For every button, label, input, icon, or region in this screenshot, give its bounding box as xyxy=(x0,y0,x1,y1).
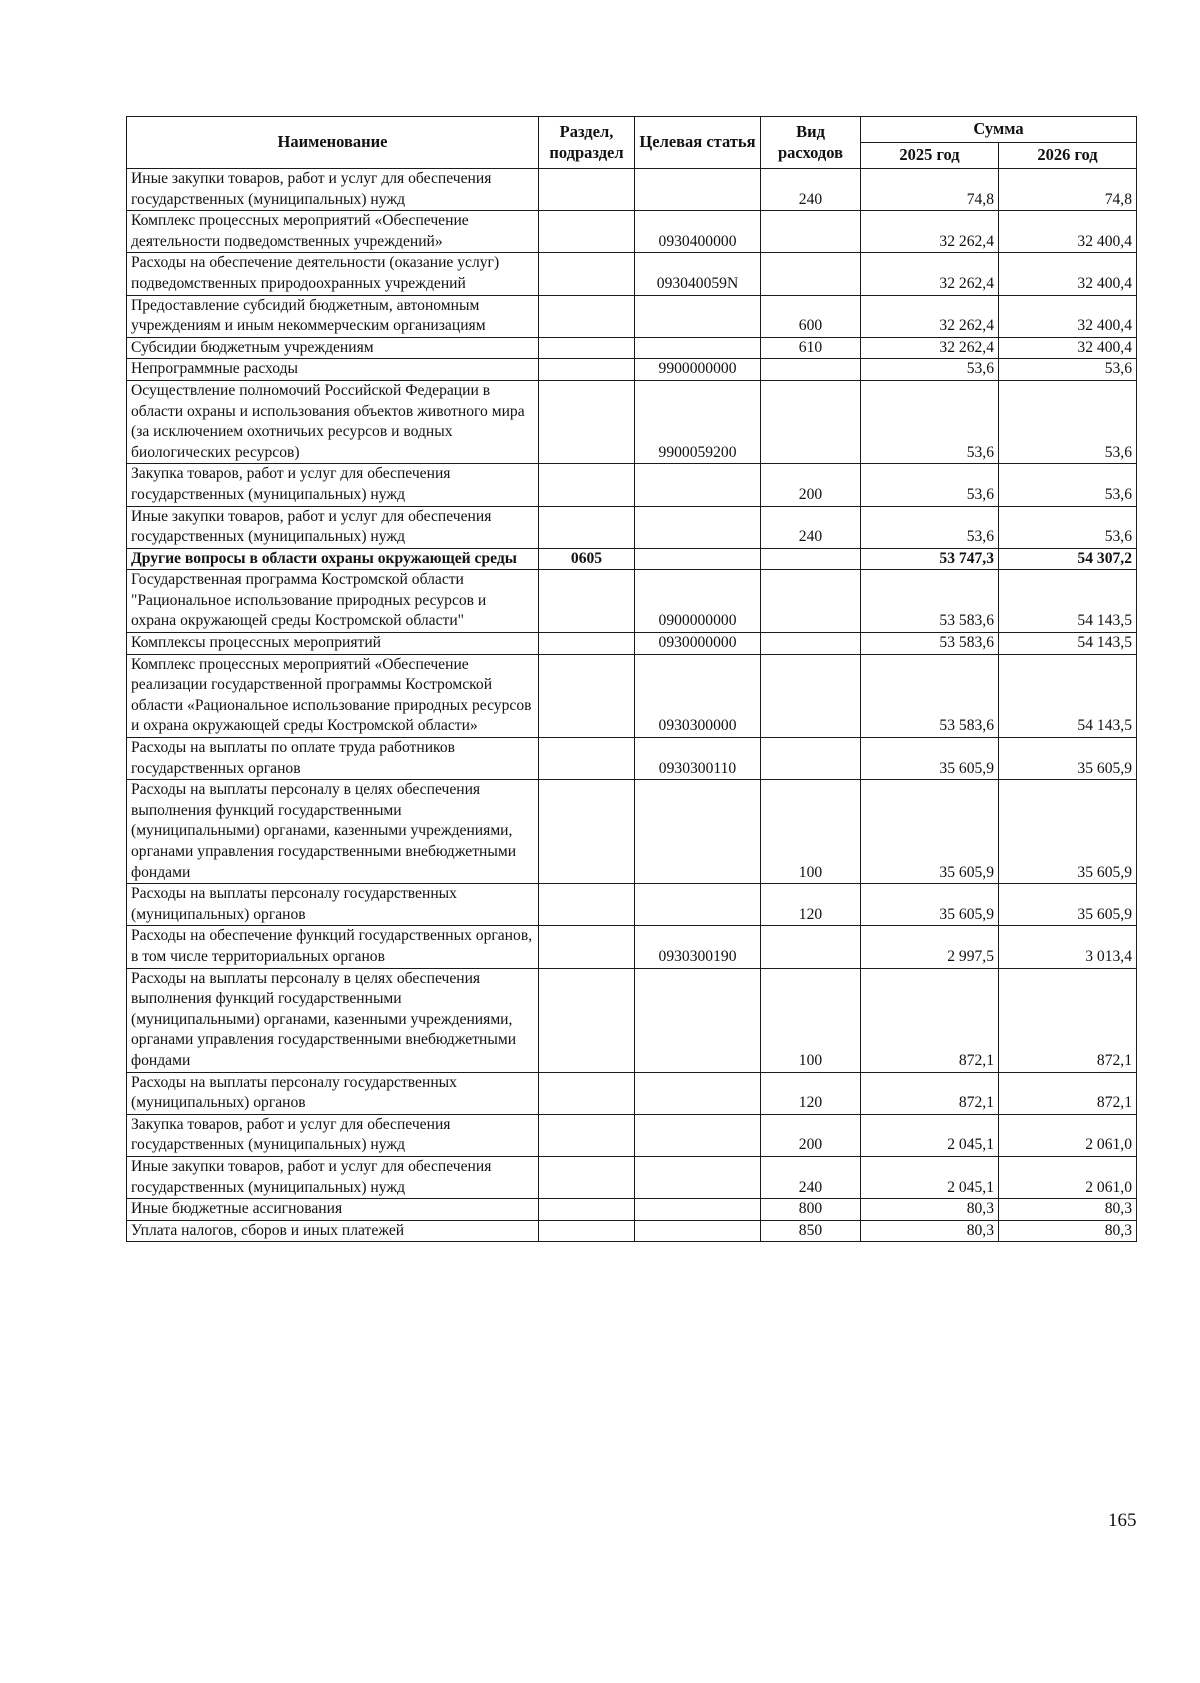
table-row xyxy=(127,380,1137,463)
table-row xyxy=(127,1156,1137,1198)
table-row xyxy=(127,633,1137,655)
table-row xyxy=(127,548,1137,570)
cell-sum-2025: 53 583,6 xyxy=(861,570,999,633)
cell-expense-type xyxy=(761,738,861,780)
cell-target xyxy=(635,1114,761,1156)
cell-sum-2025: 53,6 xyxy=(861,464,999,506)
cell-section xyxy=(539,506,635,548)
cell-sum-2026: 74,8 xyxy=(999,169,1137,211)
cell-section xyxy=(539,464,635,506)
cell-sum-2025: 53 583,6 xyxy=(861,633,999,655)
cell-section xyxy=(539,738,635,780)
cell-sum-2026: 54 143,5 xyxy=(999,633,1137,655)
cell-name: Расходы на выплаты персоналу в целях обеспечения выполнения функций государственными (муниципальными) органами, казенными учреждениями, органами управления государственными внебюджетными фондами xyxy=(127,780,539,884)
cell-name: Расходы на обеспечение деятельности (оказание услуг) подведомственных природоохранных учреждений xyxy=(127,253,539,295)
cell-sum-2026: 54 307,2 xyxy=(999,548,1137,570)
cell-expense-type: 200 xyxy=(761,1114,861,1156)
cell-name: Государственная программа Костромской области "Рациональное использование природных ресурсов и охрана окружающей среды Костромской области" xyxy=(127,570,539,633)
cell-name: Комплексы процессных мероприятий xyxy=(127,633,539,655)
cell-target: 0930000000 xyxy=(635,633,761,655)
cell-expense-type xyxy=(761,633,861,655)
cell-section xyxy=(539,926,635,968)
cell-name: Комплекс процессных мероприятий «Обеспечение деятельности подведомственных учреждений» xyxy=(127,211,539,253)
table-row xyxy=(127,1220,1137,1242)
table-row xyxy=(127,654,1137,737)
cell-name: Непрограммные расходы xyxy=(127,359,539,381)
cell-target xyxy=(635,884,761,926)
cell-expense-type: 240 xyxy=(761,1156,861,1198)
cell-name: Уплата налогов, сборов и иных платежей xyxy=(127,1220,539,1242)
cell-sum-2025: 872,1 xyxy=(861,1072,999,1114)
cell-sum-2026: 53,6 xyxy=(999,359,1137,381)
cell-expense-type: 800 xyxy=(761,1199,861,1221)
cell-expense-type: 120 xyxy=(761,884,861,926)
cell-section xyxy=(539,884,635,926)
cell-sum-2025: 32 262,4 xyxy=(861,295,999,337)
cell-sum-2026: 54 143,5 xyxy=(999,570,1137,633)
cell-name: Иные бюджетные ассигнования xyxy=(127,1199,539,1221)
cell-section xyxy=(539,253,635,295)
cell-name: Другие вопросы в области охраны окружающей среды xyxy=(127,548,539,570)
cell-target: 0930300190 xyxy=(635,926,761,968)
table-header xyxy=(127,117,1137,169)
cell-sum-2025: 2 045,1 xyxy=(861,1156,999,1198)
table-row xyxy=(127,253,1137,295)
cell-sum-2026: 35 605,9 xyxy=(999,738,1137,780)
cell-section xyxy=(539,337,635,359)
cell-expense-type: 200 xyxy=(761,464,861,506)
cell-name: Осуществление полномочий Российской Федерации в области охраны и использования объектов животного мира (за исключением охотничьих ресурсов и водных биологических ресурсов) xyxy=(127,380,539,463)
table-row xyxy=(127,570,1137,633)
cell-sum-2025: 53 747,3 xyxy=(861,548,999,570)
cell-target xyxy=(635,169,761,211)
cell-sum-2026: 32 400,4 xyxy=(999,211,1137,253)
cell-expense-type xyxy=(761,253,861,295)
cell-expense-type: 610 xyxy=(761,337,861,359)
cell-name: Предоставление субсидий бюджетным, автономным учреждениям и иным некоммерческим организациям xyxy=(127,295,539,337)
cell-name: Расходы на выплаты персоналу в целях обеспечения выполнения функций государственными (муниципальными) органами, казенными учреждениями, органами управления государственными внебюджетными фондами xyxy=(127,968,539,1072)
cell-target: 0900000000 xyxy=(635,570,761,633)
cell-target xyxy=(635,464,761,506)
cell-section xyxy=(539,295,635,337)
cell-expense-type: 850 xyxy=(761,1220,861,1242)
cell-expense-type xyxy=(761,654,861,737)
cell-expense-type xyxy=(761,211,861,253)
cell-section xyxy=(539,780,635,884)
cell-target xyxy=(635,506,761,548)
table-row xyxy=(127,359,1137,381)
cell-expense-type: 240 xyxy=(761,506,861,548)
cell-target xyxy=(635,337,761,359)
table-row xyxy=(127,1199,1137,1221)
cell-section xyxy=(539,1156,635,1198)
table-row xyxy=(127,1072,1137,1114)
header-year-2026: 2026 год xyxy=(999,143,1137,169)
cell-target xyxy=(635,295,761,337)
cell-sum-2026: 80,3 xyxy=(999,1199,1137,1221)
cell-sum-2025: 2 997,5 xyxy=(861,926,999,968)
cell-name: Расходы на выплаты персоналу государственных (муниципальных) органов xyxy=(127,884,539,926)
cell-sum-2025: 2 045,1 xyxy=(861,1114,999,1156)
header-section: Раздел, подраздел xyxy=(539,117,635,169)
cell-expense-type: 600 xyxy=(761,295,861,337)
cell-section xyxy=(539,359,635,381)
cell-sum-2025: 53,6 xyxy=(861,380,999,463)
cell-sum-2026: 3 013,4 xyxy=(999,926,1137,968)
cell-name: Иные закупки товаров, работ и услуг для обеспечения государственных (муниципальных) нужд xyxy=(127,1156,539,1198)
cell-sum-2026: 32 400,4 xyxy=(999,337,1137,359)
cell-name: Иные закупки товаров, работ и услуг для обеспечения государственных (муниципальных) нужд xyxy=(127,169,539,211)
cell-sum-2026: 53,6 xyxy=(999,380,1137,463)
cell-sum-2025: 32 262,4 xyxy=(861,253,999,295)
cell-target: 0930300000 xyxy=(635,654,761,737)
cell-name: Закупка товаров, работ и услуг для обеспечения государственных (муниципальных) нужд xyxy=(127,1114,539,1156)
cell-expense-type: 100 xyxy=(761,968,861,1072)
header-expense-type: Вид расходов xyxy=(761,117,861,169)
cell-section xyxy=(539,1072,635,1114)
cell-section xyxy=(539,570,635,633)
table-body xyxy=(127,169,1137,1242)
cell-target xyxy=(635,548,761,570)
cell-sum-2026: 32 400,4 xyxy=(999,253,1137,295)
cell-name: Комплекс процессных мероприятий «Обеспечение реализации государственной программы Костромской области «Рациональное использование природных ресурсов и охрана окружающей среды Костромской области» xyxy=(127,654,539,737)
cell-name: Иные закупки товаров, работ и услуг для обеспечения государственных (муниципальных) нужд xyxy=(127,506,539,548)
cell-expense-type xyxy=(761,570,861,633)
cell-sum-2026: 54 143,5 xyxy=(999,654,1137,737)
cell-section xyxy=(539,654,635,737)
cell-expense-type: 100 xyxy=(761,780,861,884)
cell-expense-type xyxy=(761,380,861,463)
cell-sum-2025: 35 605,9 xyxy=(861,738,999,780)
table-row xyxy=(127,1114,1137,1156)
cell-target: 9900059200 xyxy=(635,380,761,463)
cell-target: 093040059N xyxy=(635,253,761,295)
cell-sum-2026: 2 061,0 xyxy=(999,1156,1137,1198)
cell-section xyxy=(539,1114,635,1156)
cell-sum-2026: 53,6 xyxy=(999,464,1137,506)
cell-expense-type xyxy=(761,359,861,381)
cell-sum-2026: 35 605,9 xyxy=(999,884,1137,926)
cell-section xyxy=(539,633,635,655)
table-row xyxy=(127,780,1137,884)
cell-sum-2025: 80,3 xyxy=(861,1199,999,1221)
cell-target xyxy=(635,968,761,1072)
cell-expense-type xyxy=(761,926,861,968)
table-row xyxy=(127,295,1137,337)
cell-target xyxy=(635,1156,761,1198)
cell-expense-type: 120 xyxy=(761,1072,861,1114)
cell-sum-2026: 35 605,9 xyxy=(999,780,1137,884)
cell-sum-2025: 53 583,6 xyxy=(861,654,999,737)
cell-sum-2026: 2 061,0 xyxy=(999,1114,1137,1156)
cell-target xyxy=(635,1220,761,1242)
cell-section xyxy=(539,380,635,463)
budget-table xyxy=(126,116,1137,1242)
cell-name: Расходы на обеспечение функций государственных органов, в том числе территориальных органов xyxy=(127,926,539,968)
cell-name: Закупка товаров, работ и услуг для обеспечения государственных (муниципальных) нужд xyxy=(127,464,539,506)
cell-expense-type xyxy=(761,548,861,570)
cell-sum-2025: 35 605,9 xyxy=(861,884,999,926)
cell-sum-2025: 32 262,4 xyxy=(861,337,999,359)
cell-sum-2025: 74,8 xyxy=(861,169,999,211)
cell-target: 9900000000 xyxy=(635,359,761,381)
table-row xyxy=(127,169,1137,211)
cell-target: 0930300110 xyxy=(635,738,761,780)
cell-target xyxy=(635,1072,761,1114)
table-row xyxy=(127,738,1137,780)
cell-sum-2026: 32 400,4 xyxy=(999,295,1137,337)
header-target: Целевая статья xyxy=(635,117,761,169)
cell-sum-2025: 35 605,9 xyxy=(861,780,999,884)
cell-target xyxy=(635,1199,761,1221)
cell-expense-type: 240 xyxy=(761,169,861,211)
header-name: Наименование xyxy=(127,117,539,169)
cell-name: Субсидии бюджетным учреждениям xyxy=(127,337,539,359)
header-year-2025: 2025 год xyxy=(861,143,999,169)
cell-sum-2026: 53,6 xyxy=(999,506,1137,548)
cell-sum-2025: 53,6 xyxy=(861,359,999,381)
table-row xyxy=(127,464,1137,506)
cell-name: Расходы на выплаты персоналу государственных (муниципальных) органов xyxy=(127,1072,539,1114)
cell-sum-2026: 80,3 xyxy=(999,1220,1137,1242)
cell-section xyxy=(539,1220,635,1242)
table-row xyxy=(127,506,1137,548)
header-sum: Сумма xyxy=(861,117,1137,143)
table-row xyxy=(127,884,1137,926)
cell-sum-2026: 872,1 xyxy=(999,968,1137,1072)
cell-section xyxy=(539,1199,635,1221)
page-number: 165 xyxy=(1108,1510,1137,1531)
cell-sum-2026: 872,1 xyxy=(999,1072,1137,1114)
cell-sum-2025: 80,3 xyxy=(861,1220,999,1242)
cell-sum-2025: 53,6 xyxy=(861,506,999,548)
cell-section xyxy=(539,968,635,1072)
cell-target: 0930400000 xyxy=(635,211,761,253)
table-row xyxy=(127,926,1137,968)
table-row xyxy=(127,211,1137,253)
cell-name: Расходы на выплаты по оплате труда работников государственных органов xyxy=(127,738,539,780)
table-row xyxy=(127,968,1137,1072)
cell-section xyxy=(539,211,635,253)
cell-sum-2025: 32 262,4 xyxy=(861,211,999,253)
table-row xyxy=(127,337,1137,359)
cell-section: 0605 xyxy=(539,548,635,570)
cell-target xyxy=(635,780,761,884)
cell-section xyxy=(539,169,635,211)
cell-sum-2025: 872,1 xyxy=(861,968,999,1072)
